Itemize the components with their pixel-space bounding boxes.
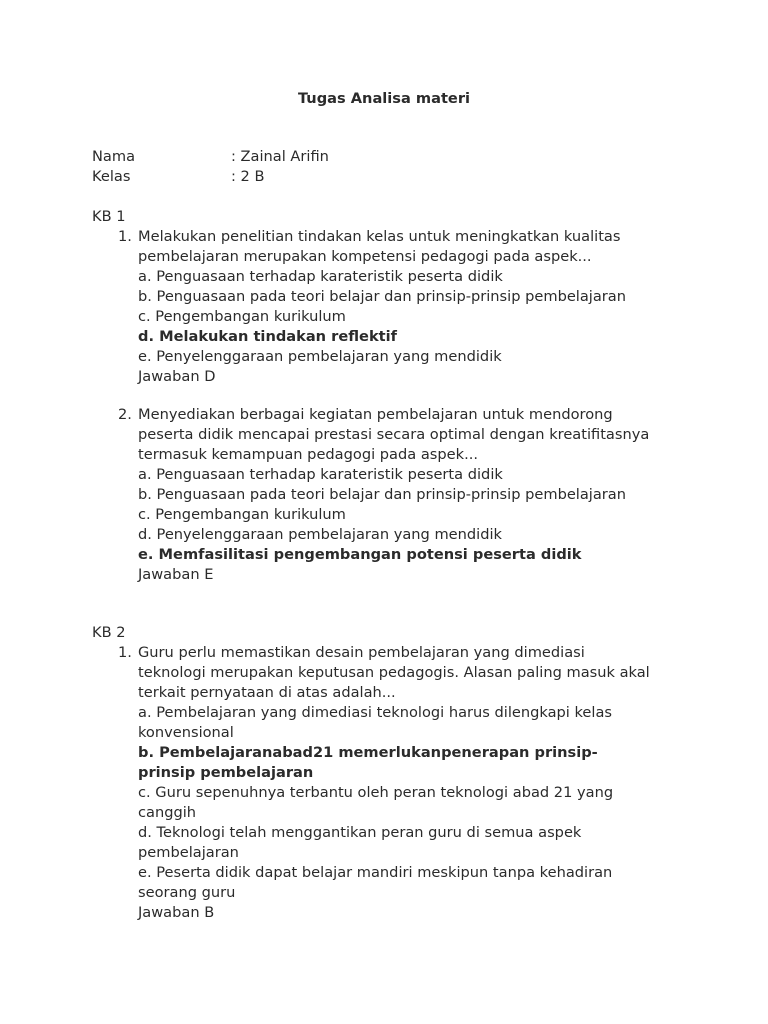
- section-heading-kb1: KB 1: [92, 208, 126, 225]
- class-value: : 2 B: [231, 168, 265, 185]
- question-number: 1.: [118, 644, 132, 661]
- option-e-correct: e. Memfasilitasi pengembangan potensi peserta didik: [138, 546, 582, 563]
- question-stem-line: Melakukan penelitian tindakan kelas untuk meningkatkan kualitas: [138, 228, 621, 245]
- answer-key: Jawaban E: [138, 566, 214, 583]
- section-heading-kb2: KB 2: [92, 624, 126, 641]
- option-b-correct-continued: prinsip pembelajaran: [138, 764, 314, 781]
- option-c: c. Guru sepenuhnya terbantu oleh peran teknologi abad 21 yang: [138, 784, 614, 801]
- question-kb2-1: [118, 643, 688, 923]
- option-d: d. Penyelenggaraan pembelajaran yang mendidik: [138, 526, 502, 543]
- question-kb1-1: [118, 227, 688, 387]
- option-d-correct: d. Melakukan tindakan reflektif: [138, 328, 397, 345]
- option-a: a. Penguasaan terhadap karateristik peserta didik: [138, 268, 503, 285]
- question-stem-line: Menyediakan berbagai kegiatan pembelajaran untuk mendorong: [138, 406, 613, 423]
- option-e-continued: seorang guru: [138, 884, 236, 901]
- name-label: Nama: [92, 148, 136, 165]
- question-kb1-2: [118, 405, 688, 585]
- class-label: Kelas: [92, 168, 131, 185]
- option-c: c. Pengembangan kurikulum: [138, 506, 346, 523]
- answer-key: Jawaban B: [138, 904, 215, 921]
- option-d-continued: pembelajaran: [138, 844, 239, 861]
- question-stem-line: teknologi merupakan keputusan pedagogis. Alasan paling masuk akal: [138, 664, 650, 681]
- option-a-continued: konvensional: [138, 724, 234, 741]
- document-title: Tugas Analisa materi: [297, 90, 471, 107]
- question-stem-line: Guru perlu memastikan desain pembelajaran yang dimediasi: [138, 644, 585, 661]
- question-stem-line: termasuk kemampuan pedagogi pada aspek...: [138, 446, 478, 463]
- option-a: a. Pembelajaran yang dimediasi teknologi harus dilengkapi kelas: [138, 704, 612, 721]
- question-stem-line: terkait pernyataan di atas adalah...: [138, 684, 396, 701]
- answer-key: Jawaban D: [138, 368, 216, 385]
- question-number: 2.: [118, 406, 132, 423]
- option-e: e. Penyelenggaraan pembelajaran yang mendidik: [138, 348, 502, 365]
- option-a: a. Penguasaan terhadap karateristik peserta didik: [138, 466, 503, 483]
- question-stem-line: pembelajaran merupakan kompetensi pedagogi pada aspek...: [138, 248, 592, 265]
- option-b: b. Penguasaan pada teori belajar dan prinsip-prinsip pembelajaran: [138, 486, 626, 503]
- option-e: e. Peserta didik dapat belajar mandiri meskipun tanpa kehadiran: [138, 864, 613, 881]
- option-b-correct: b. Pembelajaranabad21 memerlukanpenerapan prinsip-: [138, 744, 598, 761]
- question-stem-line: peserta didik mencapai prestasi secara optimal dengan kreatifitasnya: [138, 426, 650, 443]
- option-b: b. Penguasaan pada teori belajar dan prinsip-prinsip pembelajaran: [138, 288, 626, 305]
- question-number: 1.: [118, 228, 132, 245]
- option-d: d. Teknologi telah menggantikan peran guru di semua aspek: [138, 824, 582, 841]
- option-c-continued: canggih: [138, 804, 197, 821]
- option-c: c. Pengembangan kurikulum: [138, 308, 346, 325]
- name-value: : Zainal Arifin: [231, 148, 329, 165]
